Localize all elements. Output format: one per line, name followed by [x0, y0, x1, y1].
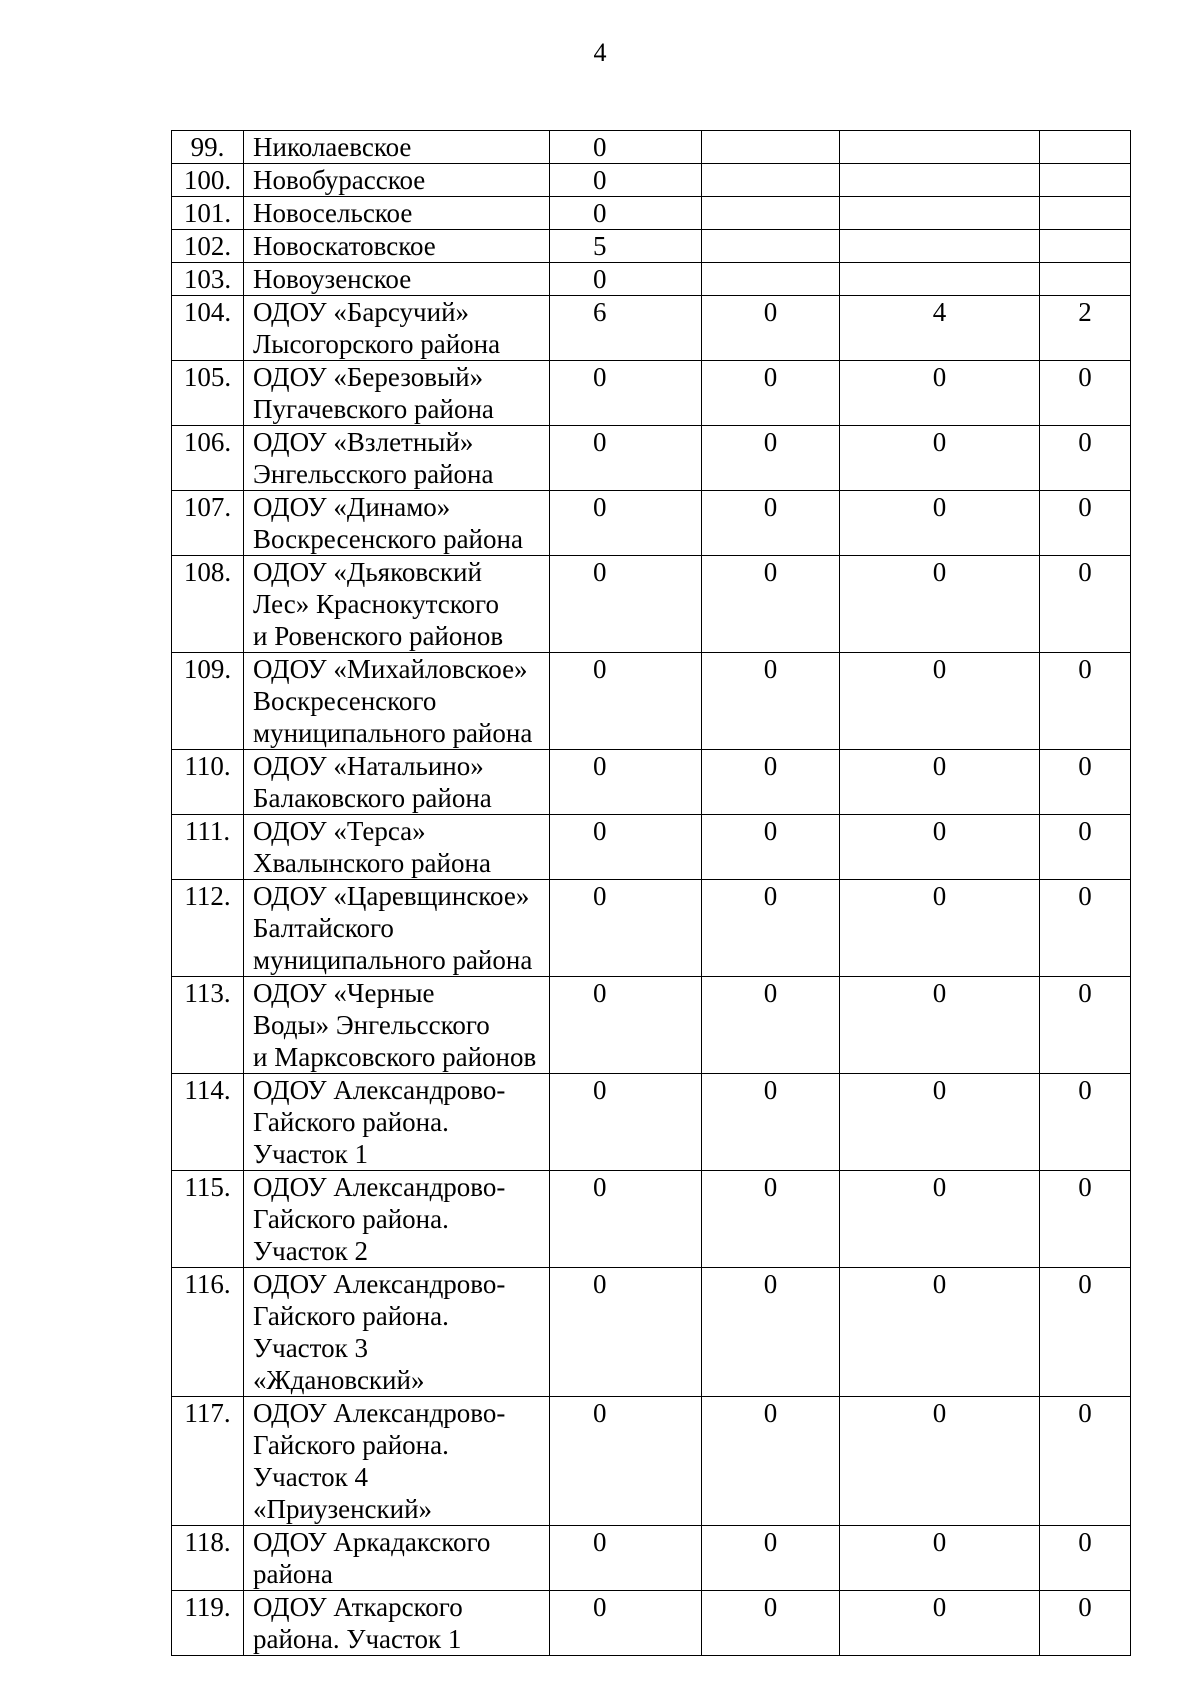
row-number-text: 103. — [183, 264, 232, 294]
row-value-3 — [840, 296, 1040, 361]
row-number-text: 100. — [183, 165, 232, 195]
row-value-4 — [1040, 164, 1131, 197]
row-value-3-text: 0 — [932, 654, 947, 684]
row-value-2 — [702, 1171, 840, 1268]
data-table — [171, 130, 1131, 1656]
page-number: 4 — [593, 38, 607, 67]
row-value-4 — [1040, 426, 1131, 491]
row-value-1-text: 0 — [593, 198, 607, 228]
row-value-4 — [1040, 1171, 1131, 1268]
row-value-4 — [1040, 1397, 1131, 1526]
row-name — [244, 263, 550, 296]
row-value-4 — [1040, 131, 1131, 164]
row-value-3 — [840, 491, 1040, 556]
row-value-2 — [702, 426, 840, 491]
row-value-1-text: 0 — [593, 492, 607, 522]
row-number-text: 110. — [184, 751, 231, 781]
row-value-3 — [840, 230, 1040, 263]
table-row — [172, 880, 1131, 977]
row-value-2-text: 0 — [763, 1172, 778, 1202]
row-value-2-text: 0 — [763, 1075, 778, 1105]
row-number — [172, 164, 244, 197]
row-value-4-text: 0 — [1078, 492, 1092, 522]
table-row — [172, 361, 1131, 426]
row-value-3-text: 0 — [932, 1269, 947, 1299]
row-name — [244, 1591, 550, 1656]
row-value-2 — [702, 491, 840, 556]
row-value-4-text: 0 — [1078, 654, 1092, 684]
row-value-1 — [550, 1397, 702, 1526]
row-name — [244, 1397, 550, 1526]
row-number — [172, 491, 244, 556]
row-value-4-text: 0 — [1078, 557, 1092, 587]
row-number — [172, 977, 244, 1074]
row-value-4 — [1040, 197, 1131, 230]
row-number-text: 114. — [184, 1075, 231, 1105]
row-value-2-text: 0 — [763, 557, 778, 587]
row-value-4-text: 0 — [1078, 751, 1092, 781]
row-number-text: 99. — [190, 132, 225, 162]
row-value-1 — [550, 164, 702, 197]
row-value-1 — [550, 556, 702, 653]
row-value-4-text: 2 — [1078, 297, 1092, 327]
row-number-text: 115. — [184, 1172, 231, 1202]
row-value-3-text: 0 — [932, 751, 947, 781]
table-row — [172, 491, 1131, 556]
row-value-1-text: 0 — [593, 978, 607, 1008]
row-number — [172, 197, 244, 230]
row-value-4-text: 0 — [1078, 978, 1092, 1008]
row-value-2 — [702, 1591, 840, 1656]
row-value-1 — [550, 426, 702, 491]
row-number — [172, 1171, 244, 1268]
row-number-text: 116. — [184, 1269, 231, 1299]
row-name-text: ОДОУ «Царевщинское» Балтайского муниципального района — [253, 881, 533, 975]
row-name — [244, 750, 550, 815]
row-name-text: ОДОУ «Натальино» Балаковского района — [253, 751, 492, 813]
row-value-2-text: 0 — [763, 881, 778, 911]
row-name-text: ОДОУ «Березовый» Пугачевского района — [253, 362, 494, 424]
row-name — [244, 815, 550, 880]
row-value-3 — [840, 653, 1040, 750]
row-value-3 — [840, 1268, 1040, 1397]
row-value-4-text: 0 — [1078, 1592, 1092, 1622]
row-name-text: ОДОУ Аткарского района. Участок 1 — [253, 1592, 463, 1654]
row-value-2-text: 0 — [763, 427, 778, 457]
row-value-2 — [702, 977, 840, 1074]
table-row — [172, 230, 1131, 263]
row-number — [172, 750, 244, 815]
row-name — [244, 131, 550, 164]
row-value-3-text: 0 — [932, 427, 947, 457]
row-value-2 — [702, 263, 840, 296]
row-value-4-text: 0 — [1078, 1172, 1092, 1202]
row-value-2 — [702, 131, 840, 164]
table-row — [172, 653, 1131, 750]
row-number — [172, 1268, 244, 1397]
row-value-3-text: 0 — [932, 362, 947, 392]
row-value-2 — [702, 556, 840, 653]
row-name — [244, 1268, 550, 1397]
row-value-4 — [1040, 556, 1131, 653]
row-value-2-text: 0 — [763, 978, 778, 1008]
row-name — [244, 164, 550, 197]
row-value-1-text: 0 — [593, 1172, 607, 1202]
row-value-4-text: 0 — [1078, 1527, 1092, 1557]
row-value-2-text: 0 — [763, 1592, 778, 1622]
row-value-2 — [702, 230, 840, 263]
row-value-4-text: 0 — [1078, 816, 1092, 846]
row-value-1-text: 0 — [593, 427, 607, 457]
row-value-3 — [840, 556, 1040, 653]
row-value-4 — [1040, 230, 1131, 263]
row-number — [172, 653, 244, 750]
row-value-2-text: 0 — [763, 816, 778, 846]
row-value-3 — [840, 1591, 1040, 1656]
row-value-2-text: 0 — [763, 1527, 778, 1557]
row-value-3-text: 0 — [932, 1527, 947, 1557]
row-value-3-text: 0 — [932, 1398, 947, 1428]
row-value-4 — [1040, 977, 1131, 1074]
row-value-3-text: 0 — [932, 881, 947, 911]
row-name — [244, 230, 550, 263]
row-number-text: 117. — [184, 1398, 231, 1428]
row-value-1-text: 0 — [593, 654, 607, 684]
row-name — [244, 491, 550, 556]
row-value-1 — [550, 131, 702, 164]
row-value-1-text: 0 — [593, 1269, 607, 1299]
row-value-4 — [1040, 653, 1131, 750]
table-row — [172, 1171, 1131, 1268]
row-value-2-text: 0 — [763, 751, 778, 781]
row-value-2 — [702, 880, 840, 977]
row-value-3-text: 0 — [932, 1172, 947, 1202]
row-name-text: Николаевское — [253, 132, 412, 162]
row-name-text: Новосельское — [253, 198, 413, 228]
row-value-3 — [840, 750, 1040, 815]
row-value-1-text: 0 — [593, 1592, 607, 1622]
row-name-text: ОДОУ Александрово- Гайского района. Участок 1 — [253, 1075, 506, 1169]
row-value-3-text: 0 — [932, 816, 947, 846]
row-value-3 — [840, 1171, 1040, 1268]
row-value-2-text: 0 — [763, 654, 778, 684]
row-value-2 — [702, 296, 840, 361]
row-value-1-text: 0 — [593, 557, 607, 587]
row-number-text: 112. — [184, 881, 231, 911]
row-value-3 — [840, 164, 1040, 197]
row-value-2 — [702, 1397, 840, 1526]
row-value-3-text: 0 — [932, 557, 947, 587]
row-value-4-text: 0 — [1078, 1398, 1092, 1428]
row-value-1 — [550, 880, 702, 977]
row-value-1 — [550, 1591, 702, 1656]
row-value-1 — [550, 815, 702, 880]
row-name — [244, 426, 550, 491]
row-value-4-text: 0 — [1078, 881, 1092, 911]
row-value-1-text: 0 — [593, 881, 607, 911]
row-value-1 — [550, 977, 702, 1074]
row-value-2 — [702, 1268, 840, 1397]
row-name — [244, 1074, 550, 1171]
row-number-text: 101. — [183, 198, 232, 228]
row-value-1-text: 0 — [593, 1527, 607, 1557]
row-value-2 — [702, 653, 840, 750]
table-row — [172, 164, 1131, 197]
row-number-text: 118. — [184, 1527, 231, 1557]
row-value-4-text: 0 — [1078, 427, 1092, 457]
row-name-text: Новоскатовское — [253, 231, 436, 261]
row-value-2 — [702, 750, 840, 815]
row-value-1 — [550, 750, 702, 815]
row-value-1-text: 0 — [593, 1075, 607, 1105]
row-value-1 — [550, 1526, 702, 1591]
row-number-text: 106. — [183, 427, 232, 457]
row-number — [172, 230, 244, 263]
row-name-text: Новоузенское — [253, 264, 412, 294]
row-number — [172, 131, 244, 164]
row-number-text: 119. — [184, 1592, 231, 1622]
row-name-text: ОДОУ «Михайловское» Воскресенского муниципального района — [253, 654, 533, 748]
table-row — [172, 131, 1131, 164]
row-value-4 — [1040, 1591, 1131, 1656]
row-name-text: ОДОУ «Взлетный» Энгельсского района — [253, 427, 494, 489]
row-value-1 — [550, 361, 702, 426]
row-value-4 — [1040, 1268, 1131, 1397]
row-name-text: ОДОУ «Барсучий» Лысогорского района — [253, 297, 501, 359]
row-value-3-text: 4 — [932, 297, 947, 327]
row-name-text: Новобурасское — [253, 165, 426, 195]
row-value-3 — [840, 197, 1040, 230]
row-value-1 — [550, 197, 702, 230]
row-number — [172, 815, 244, 880]
row-number — [172, 263, 244, 296]
row-name — [244, 1171, 550, 1268]
row-number — [172, 426, 244, 491]
row-value-2 — [702, 361, 840, 426]
row-name-text: ОДОУ «Терса» Хвалынского района — [253, 816, 491, 878]
table-row — [172, 1074, 1131, 1171]
row-name — [244, 977, 550, 1074]
table-row — [172, 263, 1131, 296]
row-value-2 — [702, 164, 840, 197]
row-number — [172, 1526, 244, 1591]
row-value-3 — [840, 977, 1040, 1074]
table-row — [172, 815, 1131, 880]
row-value-4 — [1040, 1074, 1131, 1171]
table-row — [172, 1591, 1131, 1656]
row-name-text: ОДОУ Александрово- Гайского района. Участок 3 «Ждановский» — [253, 1269, 506, 1395]
row-value-1 — [550, 1074, 702, 1171]
row-value-1-text: 0 — [593, 816, 607, 846]
row-value-2 — [702, 1074, 840, 1171]
row-number-text: 113. — [184, 978, 231, 1008]
row-name — [244, 197, 550, 230]
row-number-text: 111. — [184, 816, 231, 846]
table-row — [172, 1526, 1131, 1591]
row-number — [172, 880, 244, 977]
row-value-1-text: 0 — [593, 362, 607, 392]
row-value-4-text: 0 — [1078, 362, 1092, 392]
row-value-1-text: 0 — [593, 132, 607, 162]
row-value-3-text: 0 — [932, 1075, 947, 1105]
row-value-4 — [1040, 361, 1131, 426]
row-value-1 — [550, 491, 702, 556]
row-value-2-text: 0 — [763, 1398, 778, 1428]
row-number — [172, 1591, 244, 1656]
table-body — [172, 131, 1131, 1656]
row-value-4 — [1040, 1526, 1131, 1591]
row-name-text: ОДОУ Александрово- Гайского района. Участок 4 «Приузенский» — [253, 1398, 506, 1524]
row-value-2 — [702, 1526, 840, 1591]
row-value-2 — [702, 815, 840, 880]
row-number-text: 105. — [183, 362, 232, 392]
row-number-text: 107. — [183, 492, 232, 522]
row-value-2-text: 0 — [763, 297, 778, 327]
row-value-1 — [550, 1171, 702, 1268]
table-row — [172, 1397, 1131, 1526]
table-row — [172, 977, 1131, 1074]
row-name-text: ОДОУ «Черные Воды» Энгельсского и Марксовского районов — [253, 978, 537, 1072]
row-name-text: ОДОУ Аркадакского района — [253, 1527, 491, 1589]
row-value-1 — [550, 230, 702, 263]
row-value-4 — [1040, 263, 1131, 296]
row-value-3 — [840, 815, 1040, 880]
row-name — [244, 361, 550, 426]
row-value-2-text: 0 — [763, 1269, 778, 1299]
row-value-2 — [702, 197, 840, 230]
row-number-text: 102. — [183, 231, 232, 261]
row-name — [244, 653, 550, 750]
row-name — [244, 556, 550, 653]
row-number-text: 109. — [183, 654, 232, 684]
row-value-3 — [840, 1397, 1040, 1526]
table-row — [172, 1268, 1131, 1397]
row-value-1-text: 0 — [593, 1398, 607, 1428]
row-name — [244, 880, 550, 977]
row-value-1 — [550, 263, 702, 296]
row-number — [172, 1397, 244, 1526]
row-number — [172, 296, 244, 361]
table-row — [172, 426, 1131, 491]
row-value-3-text: 0 — [932, 978, 947, 1008]
row-value-3 — [840, 1526, 1040, 1591]
row-value-3-text: 0 — [932, 1592, 947, 1622]
row-value-2-text: 0 — [763, 362, 778, 392]
row-number-text: 108. — [183, 557, 232, 587]
row-value-1 — [550, 653, 702, 750]
table-row — [172, 556, 1131, 653]
row-name — [244, 296, 550, 361]
row-value-3 — [840, 263, 1040, 296]
table-row — [172, 197, 1131, 230]
row-value-3-text: 0 — [932, 492, 947, 522]
row-number — [172, 556, 244, 653]
row-value-3 — [840, 880, 1040, 977]
row-value-3 — [840, 361, 1040, 426]
row-value-3 — [840, 1074, 1040, 1171]
row-name-text: ОДОУ Александрово- Гайского района. Участок 2 — [253, 1172, 506, 1266]
row-value-4 — [1040, 750, 1131, 815]
row-value-4-text: 0 — [1078, 1269, 1092, 1299]
row-value-1-text: 0 — [593, 165, 607, 195]
row-number-text: 104. — [183, 297, 232, 327]
row-value-4 — [1040, 296, 1131, 361]
row-value-4-text: 0 — [1078, 1075, 1092, 1105]
row-value-4 — [1040, 815, 1131, 880]
row-value-1-text: 0 — [593, 751, 607, 781]
row-number — [172, 1074, 244, 1171]
row-name-text: ОДОУ «Динамо» Воскресенского района — [253, 492, 523, 554]
row-value-1-text: 5 — [593, 231, 607, 261]
row-name — [244, 1526, 550, 1591]
row-value-4 — [1040, 491, 1131, 556]
row-number — [172, 361, 244, 426]
row-value-1 — [550, 296, 702, 361]
row-value-1-text: 6 — [593, 297, 607, 327]
row-value-2-text: 0 — [763, 492, 778, 522]
row-value-1-text: 0 — [593, 264, 607, 294]
row-value-3 — [840, 131, 1040, 164]
row-value-4 — [1040, 880, 1131, 977]
row-value-3 — [840, 426, 1040, 491]
table-row — [172, 296, 1131, 361]
table-row — [172, 750, 1131, 815]
row-name-text: ОДОУ «Дьяковский Лес» Краснокутского и Ровенского районов — [253, 557, 504, 651]
row-value-1 — [550, 1268, 702, 1397]
